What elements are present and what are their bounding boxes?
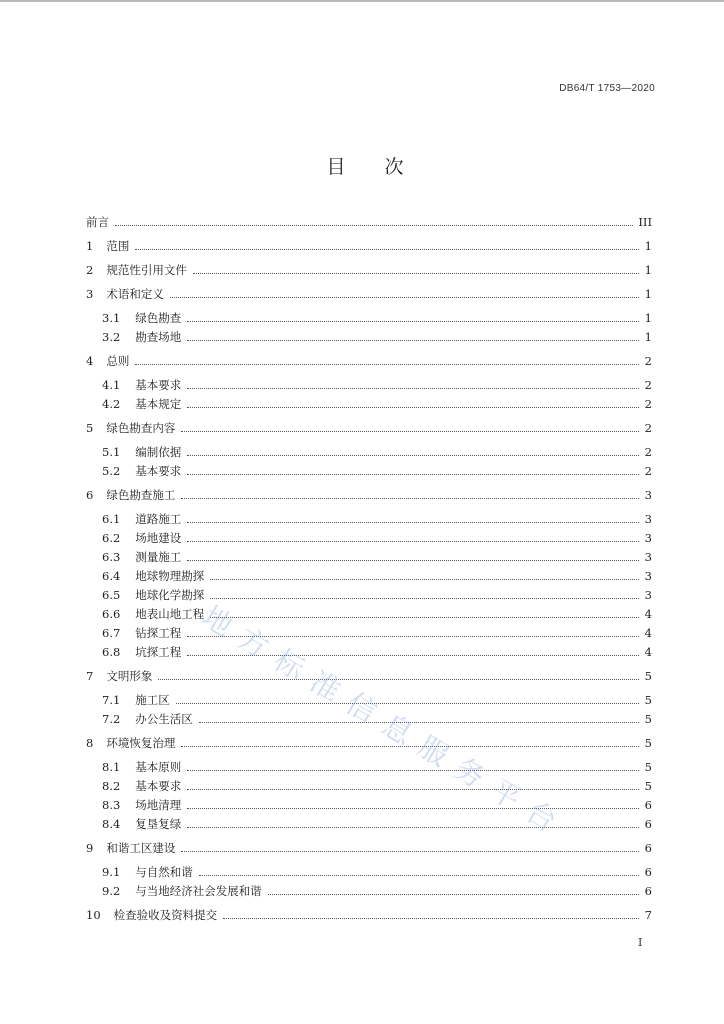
dot-leader — [187, 808, 639, 809]
toc-entry-page: 5 — [644, 692, 652, 707]
toc-entry-page: 7 — [644, 908, 652, 922]
toc-subentry-3-1 — [86, 309, 652, 328]
toc-entry-9 — [86, 836, 652, 860]
toc-entry-number: 8.3 — [102, 797, 121, 812]
toc-entry-page: 3 — [644, 549, 652, 564]
toc-entry-title: 绿色勘查施工 — [106, 488, 176, 502]
toc-entry-number: 6.7 — [102, 625, 121, 640]
toc-entry-title: 基本要求 — [135, 778, 182, 793]
dot-leader — [176, 703, 639, 704]
dot-leader — [187, 388, 639, 389]
toc-subentries — [86, 306, 652, 349]
toc-subentry-6-6 — [86, 605, 652, 624]
toc-entry-page: 6 — [644, 864, 652, 879]
toc-entry-4 — [86, 349, 652, 373]
dot-leader — [223, 918, 639, 919]
toc-entry-title: 办公生活区 — [135, 711, 193, 726]
toc-entry-number: 4 — [86, 354, 94, 368]
toc-entry-number: 8 — [86, 736, 94, 750]
toc-subentry-6-7 — [86, 624, 652, 643]
dot-leader — [187, 474, 639, 475]
toc-entry-number: 10 — [86, 908, 101, 922]
dot-leader — [187, 541, 639, 542]
toc-subentry-6-1 — [86, 510, 652, 529]
toc-subentries — [86, 440, 652, 483]
toc-entry-number: 7.1 — [102, 692, 121, 707]
toc-entry-number: 3 — [86, 287, 94, 301]
toc-subentry-9-1 — [86, 863, 652, 882]
watermark: 地方标准信息服务平台 — [196, 599, 574, 845]
toc-subentry-8-4 — [86, 815, 652, 834]
dot-leader — [181, 431, 639, 432]
toc-entry-title: 与自然和谐 — [135, 864, 193, 879]
toc-entry-page: III — [638, 215, 652, 229]
toc-subentry-7-1 — [86, 691, 652, 710]
dot-leader — [187, 636, 639, 637]
toc-subentry-4-1 — [86, 376, 652, 395]
toc-entry-title: 与当地经济社会发展和谐 — [135, 883, 262, 898]
toc-entry-number: 8.4 — [102, 816, 121, 831]
toc-entry-title: 编制依据 — [135, 444, 182, 459]
toc-subentry-8-2 — [86, 777, 652, 796]
toc-entry-title: 基本规定 — [135, 396, 182, 411]
toc-subentry-8-3 — [86, 796, 652, 815]
toc-subentry-7-2 — [86, 710, 652, 729]
toc-entry-page: 3 — [644, 530, 652, 545]
toc-entry-page: 1 — [644, 239, 652, 253]
dot-leader — [187, 770, 639, 771]
toc-subentries — [86, 860, 652, 903]
document-code: DB64/T 1753—2020 — [559, 83, 655, 94]
toc-entry-page: 1 — [644, 263, 652, 277]
toc-subentry-6-4 — [86, 567, 652, 586]
dot-leader — [193, 273, 639, 274]
toc-entry-page: 4 — [644, 625, 652, 640]
dot-leader — [187, 522, 639, 523]
toc-subentries — [86, 507, 652, 664]
toc-entry-page: 3 — [644, 511, 652, 526]
toc-entry-number: 3.1 — [102, 310, 121, 325]
toc-entry-number: 6.5 — [102, 587, 121, 602]
toc-entry-number: 8.1 — [102, 759, 121, 774]
toc-entry-page: 2 — [644, 463, 652, 478]
toc-entry-page: 6 — [644, 883, 652, 898]
dot-leader — [187, 827, 639, 828]
toc-entry-title: 钻探工程 — [135, 625, 182, 640]
toc-entry-title: 测量施工 — [135, 549, 182, 564]
toc-entry-number: 4.2 — [102, 396, 121, 411]
toc-entry-title: 基本原则 — [135, 759, 182, 774]
toc-entry-title: 地球物理勘探 — [135, 568, 205, 583]
toc-entry-page: 3 — [644, 488, 652, 502]
toc-entry-number: 7.2 — [102, 711, 121, 726]
toc-entry-page: 3 — [644, 587, 652, 602]
toc-entry-number: 2 — [86, 263, 94, 277]
toc-entry-title: 地表山地工程 — [135, 606, 205, 621]
toc-entry-number: 5 — [86, 421, 94, 435]
dot-leader — [210, 579, 639, 580]
toc-entry-number: 6.6 — [102, 606, 121, 621]
toc-entry-title: 道路施工 — [135, 511, 182, 526]
dot-leader — [170, 297, 639, 298]
toc-entry-page: 3 — [644, 568, 652, 583]
toc-entry-page: 5 — [644, 759, 652, 774]
toc-entry-page: 1 — [644, 329, 652, 344]
toc-entry-number: 6.2 — [102, 530, 121, 545]
toc-entry-title: 场地建设 — [135, 530, 182, 545]
dot-leader — [187, 455, 639, 456]
toc-entry-title: 施工区 — [135, 692, 170, 707]
dot-leader — [181, 851, 639, 852]
dot-leader — [187, 407, 639, 408]
toc-entry-number: 1 — [86, 239, 94, 253]
toc-entry-number: 6.8 — [102, 644, 121, 659]
toc-entry-title: 绿色勘查内容 — [106, 421, 176, 435]
toc-entry-5 — [86, 416, 652, 440]
toc-entry-number: 6.4 — [102, 568, 121, 583]
toc-entry-title: 勘查场地 — [135, 329, 182, 344]
toc-subentry-5-2 — [86, 462, 652, 481]
toc-entry-number: 7 — [86, 669, 94, 683]
toc-subentry-6-8 — [86, 643, 652, 662]
toc-entry-title: 基本要求 — [135, 463, 182, 478]
toc-entry-page: 2 — [644, 354, 652, 368]
toc-entry-1 — [86, 234, 652, 258]
toc-entry-number: 5.2 — [102, 463, 121, 478]
toc-entry-number: 9 — [86, 841, 94, 855]
dot-leader — [187, 560, 639, 561]
toc-subentry-6-5 — [86, 586, 652, 605]
toc-entry-title: 前言 — [86, 215, 109, 229]
toc-entry-title: 规范性引用文件 — [106, 263, 187, 277]
toc-subentry-6-2 — [86, 529, 652, 548]
toc-entry-3 — [86, 282, 652, 306]
toc-entry-number: 8.2 — [102, 778, 121, 793]
dot-leader — [268, 894, 639, 895]
dot-leader — [187, 655, 639, 656]
toc-entry-number: 6 — [86, 488, 94, 502]
toc-entry-6 — [86, 483, 652, 507]
toc-entry-title: 绿色勘查 — [135, 310, 182, 325]
dot-leader — [135, 364, 639, 365]
toc-entry-page: 2 — [644, 396, 652, 411]
dot-leader — [210, 617, 639, 618]
toc-entry-number: 9.2 — [102, 883, 121, 898]
toc-entry-page: 2 — [644, 421, 652, 435]
toc-entry-title: 文明形象 — [106, 669, 153, 683]
toc-entry-page: 2 — [644, 377, 652, 392]
toc-entry-title: 总则 — [106, 354, 130, 368]
toc-entry-title: 范围 — [106, 239, 130, 253]
toc-subentry-4-2 — [86, 395, 652, 414]
toc-subentry-9-2 — [86, 882, 652, 901]
page-number: I — [638, 936, 643, 949]
toc-entry-page: 1 — [644, 310, 652, 325]
toc-entry-page: 6 — [644, 797, 652, 812]
toc-entry-title: 术语和定义 — [106, 287, 164, 301]
dot-leader — [135, 249, 639, 250]
toc-entry-8 — [86, 731, 652, 755]
dot-leader — [187, 340, 639, 341]
toc-entry-title: 复垦复绿 — [135, 816, 182, 831]
toc-entry-title: 和谐工区建设 — [106, 841, 176, 855]
dot-leader — [187, 789, 639, 790]
toc-entry-page: 1 — [644, 287, 652, 301]
dot-leader — [181, 498, 639, 499]
dot-leader — [199, 722, 639, 723]
toc-subentry-8-1 — [86, 758, 652, 777]
toc-entry-10 — [86, 903, 652, 927]
toc-subentry-6-3 — [86, 548, 652, 567]
toc-entry-page: 4 — [644, 606, 652, 621]
toc-entry-page: 2 — [644, 444, 652, 459]
toc-entry-title: 地球化学勘探 — [135, 587, 205, 602]
toc-entry-page: 5 — [644, 736, 652, 750]
dot-leader — [115, 225, 633, 226]
toc-entry-title: 环境恢复治理 — [106, 736, 176, 750]
toc-entry-page: 6 — [644, 841, 652, 855]
dot-leader — [199, 875, 639, 876]
toc-entry-number: 5.1 — [102, 444, 121, 459]
toc-entry-page: 6 — [644, 816, 652, 831]
toc-entry-number: 6.3 — [102, 549, 121, 564]
table-of-contents — [86, 210, 652, 927]
toc-entry-foreword — [86, 210, 652, 234]
toc-entry-title: 基本要求 — [135, 377, 182, 392]
toc-subentry-5-1 — [86, 443, 652, 462]
page-title: 目 次 — [326, 156, 414, 178]
toc-entry-number: 4.1 — [102, 377, 121, 392]
toc-entry-page: 4 — [644, 644, 652, 659]
toc-entry-number: 9.1 — [102, 864, 121, 879]
toc-entry-title: 坑探工程 — [135, 644, 182, 659]
dot-leader — [210, 598, 639, 599]
toc-subentries — [86, 373, 652, 416]
toc-entry-title: 场地清理 — [135, 797, 182, 812]
toc-subentries — [86, 688, 652, 731]
toc-entry-page: 5 — [644, 669, 652, 683]
dot-leader — [158, 679, 639, 680]
toc-entry-7 — [86, 664, 652, 688]
toc-subentries — [86, 755, 652, 836]
toc-entry-page: 5 — [644, 778, 652, 793]
dot-leader — [181, 746, 639, 747]
toc-entry-page: 5 — [644, 711, 652, 726]
dot-leader — [187, 321, 639, 322]
toc-subentry-3-2 — [86, 328, 652, 347]
toc-entry-2 — [86, 258, 652, 282]
scan-border-top — [0, 0, 724, 2]
toc-entry-title: 检查验收及资料提交 — [113, 908, 218, 922]
toc-entry-number: 3.2 — [102, 329, 121, 344]
toc-entry-number: 6.1 — [102, 511, 121, 526]
